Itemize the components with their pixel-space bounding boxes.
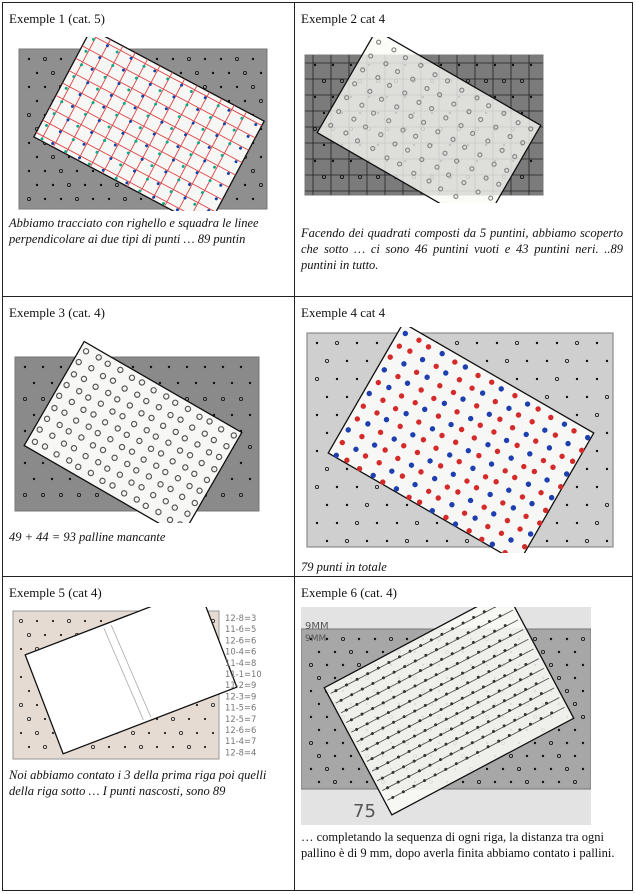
example-caption: Noi abbiamo contato i 3 della prima riga poi quelli della riga sotto … I punti nascosti, sono 89 bbox=[9, 768, 267, 798]
example-title: Exemple 6 (cat. 4) bbox=[301, 585, 398, 600]
handwriting-note: 12-8=3 bbox=[225, 613, 257, 623]
example-caption: … completando la sequenza di ogni riga, la distanza tra ogni pallino è di 9 mm, dopo averla finita abbiamo contato i pallini. bbox=[301, 830, 615, 860]
handwriting-note: 10-4=6 bbox=[225, 646, 257, 657]
handwriting-note: 12-6=6 bbox=[225, 725, 257, 735]
example-cell-1 bbox=[3, 3, 295, 297]
handwriting-note: 12-6=6 bbox=[225, 635, 257, 646]
example-caption: 49 + 44 = 93 palline mancante bbox=[9, 530, 166, 544]
example-caption: Facendo dei quadrati composti da 5 puntini, abbiamo scoperto che sotto … ci sono 46 puntini vuoti e 43 puntini neri. ..89 puntini in tutto. bbox=[301, 226, 623, 272]
handwriting-note: 75 bbox=[353, 801, 376, 822]
example-cell-6 bbox=[295, 577, 633, 891]
example-cell-4 bbox=[295, 297, 633, 577]
example-caption: Abbiamo tracciato con righello e squadra le linee perpendicolare ai due tipi di punti … 89 puntin bbox=[9, 216, 259, 246]
handwriting-note: 11-4=7 bbox=[225, 736, 257, 747]
handwriting-note: 12-8=4 bbox=[225, 747, 257, 758]
example-cell-2 bbox=[295, 3, 633, 297]
example-title: Exemple 3 (cat. 4) bbox=[9, 305, 106, 320]
handwriting-note: 9MM bbox=[305, 621, 329, 632]
worksheet-photo bbox=[301, 37, 545, 203]
handwriting-note: 12-5=7 bbox=[225, 713, 257, 724]
handwriting-note: 11-4=8 bbox=[225, 657, 257, 668]
handwriting-note: 11-1=10 bbox=[225, 669, 262, 679]
examples-table bbox=[2, 2, 633, 891]
worksheet-photo bbox=[9, 607, 285, 763]
example-title: Exemple 4 cat 4 bbox=[301, 305, 386, 320]
example-cell-5 bbox=[3, 577, 295, 891]
example-caption: 79 punti in totale bbox=[301, 560, 387, 574]
worksheet-photo bbox=[9, 37, 271, 211]
worksheet-photo bbox=[301, 607, 591, 825]
example-cell-3 bbox=[3, 297, 295, 577]
handwriting-note: 11-6=5 bbox=[225, 624, 257, 635]
handwriting-note: 9MM bbox=[305, 634, 327, 644]
example-title: Exemple 5 (cat 4) bbox=[9, 585, 102, 600]
example-title: Exemple 2 cat 4 bbox=[301, 11, 386, 26]
worksheet-photo bbox=[301, 327, 619, 553]
handwriting-note: 12-3=9 bbox=[225, 691, 257, 702]
worksheet-photo bbox=[9, 327, 265, 523]
handwriting-note: 11-5=6 bbox=[225, 702, 257, 713]
handwriting-note: 11-2=9 bbox=[225, 680, 257, 691]
example-title: Exemple 1 (cat. 5) bbox=[9, 11, 106, 26]
